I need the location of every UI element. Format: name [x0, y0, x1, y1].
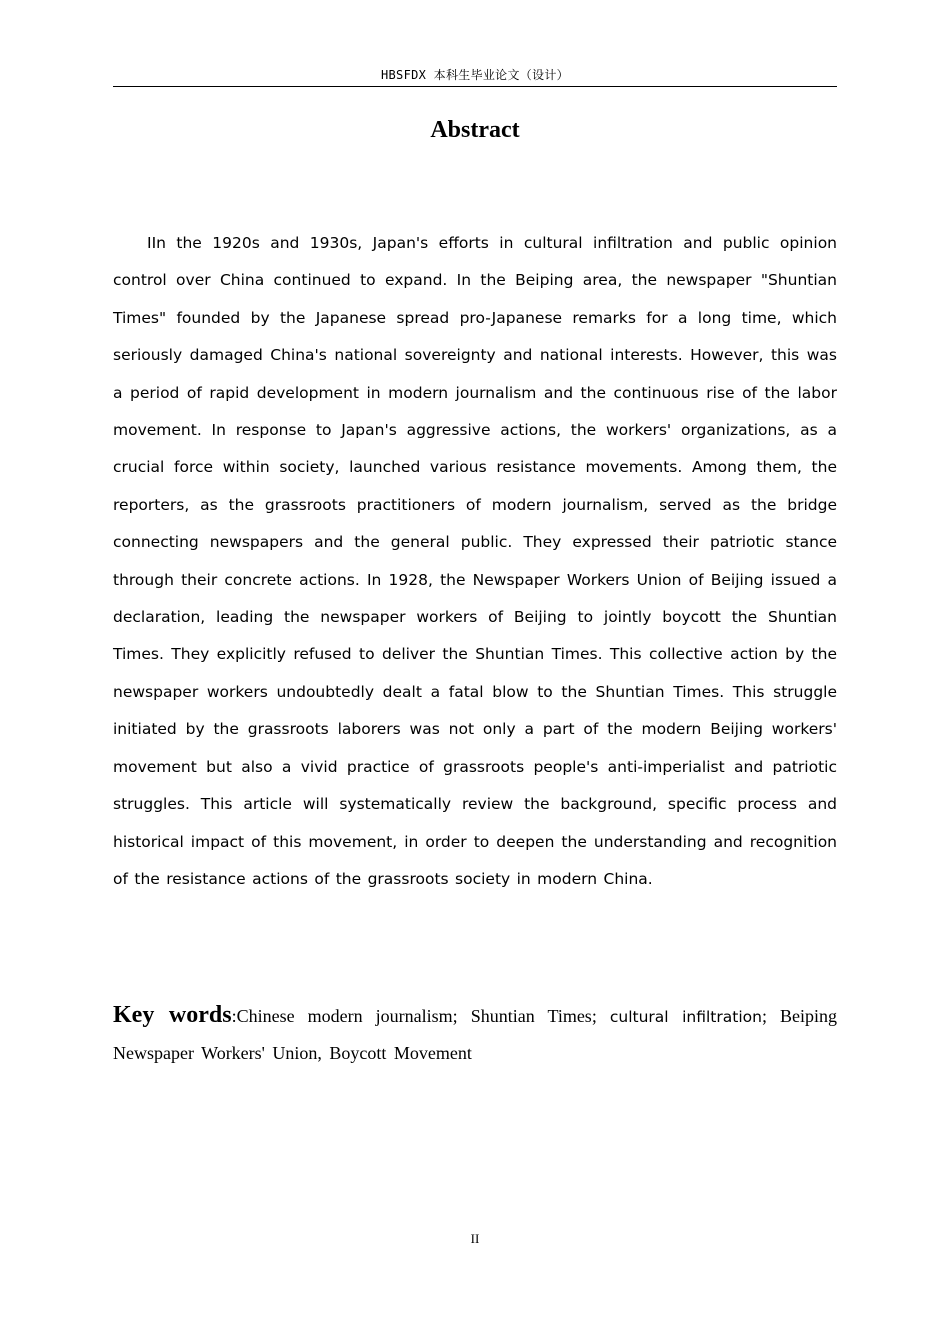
keywords-text-2: cultural infiltration — [609, 1008, 762, 1026]
keywords-label: Key words — [113, 1002, 232, 1028]
abstract-body: IIn the 1920s and 1930s, Japan's efforts in cultural infiltration and public opinion control over China continued to expand. In the Beiping area, the newspaper "Shuntian Times" founded by the Japanese spread pro-Japanese remarks for a long time, which seriously damaged China's national sovereignty and national interests. However, this was a period of rapid development in modern journalism and the continuous rise of the labor movement. In response to Japan's aggressive actions, the workers' organizations, as a crucial force within society, launched various resistance movements. Among them, the reporters, as the grassroots practitioners of modern journalism, served as the bridge connecting newspapers and the general public. They expressed their patriotic stance through their concrete actions. In 1928, the Newspaper Workers Union of Beijing issued a declaration, leading the newspaper workers of Beijing to jointly boycott the Shuntian Times. They explicitly refused to deliver the Shuntian Times. This collective action by the newspaper workers undoubtedly dealt a fatal blow to the Shuntian Times. This struggle initiated by the grassroots laborers was not only a part of the modern Beijing workers' movement but also a vivid practice of grassroots people's anti-imperialist and patriotic struggles. This article will systematically review the background, specific process and historical impact of this movement, in order to deepen the understanding and recognition of the resistance actions of the grassroots society in modern China. — [113, 234, 837, 888]
keywords-paragraph — [113, 997, 837, 1071]
abstract-title: Abstract — [430, 117, 520, 143]
keywords-text-1: Chinese modern journalism; Shuntian Times; — [236, 1006, 610, 1026]
keywords-colon: : — [231, 1006, 237, 1026]
keywords-text-3: ; Beiping Newspaper Workers' Union, Boycott Movement — [113, 1006, 837, 1063]
header-rule — [113, 86, 837, 87]
page-number: II — [470, 1231, 480, 1246]
running-header: HBSFDX 本科生毕业论文（设计） — [381, 68, 569, 82]
